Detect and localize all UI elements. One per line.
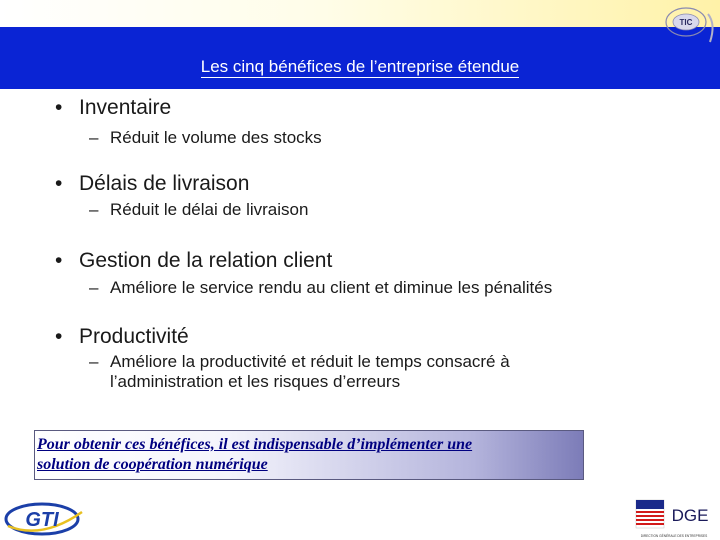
callout-line: solution de coopération numérique	[37, 456, 268, 473]
gti-logo	[2, 496, 88, 540]
sub-bullet-dash: –	[89, 278, 99, 297]
bullet-label: Productivité	[79, 325, 189, 348]
dge-logo	[634, 496, 716, 540]
bullet-label: Inventaire	[79, 96, 172, 119]
sub-bullet	[89, 200, 630, 220]
sub-bullet	[89, 278, 630, 298]
bullet-item	[55, 96, 171, 120]
bullet-label: Délais de livraison	[79, 172, 250, 195]
bullet-item	[55, 249, 332, 273]
dge-logo-text: DGE	[671, 506, 709, 525]
sub-bullet-dash: –	[89, 200, 99, 219]
bullet-item	[55, 325, 189, 349]
bullet-label: Gestion de la relation client	[79, 249, 333, 272]
bullet-dot: •	[55, 249, 63, 272]
slide-title: Les cinq bénéfices de l’entreprise étendue	[200, 57, 520, 76]
sub-bullet-dash: –	[89, 128, 99, 147]
sub-bullet	[89, 128, 630, 148]
dge-logo-caption: DIRECTION GÉNÉRALE DES ENTREPRISES	[640, 534, 708, 538]
tic-logo-text: TIC	[679, 18, 693, 27]
callout-box	[34, 430, 584, 480]
sub-bullet-text: l’administration et les risques d’erreurs	[110, 372, 401, 391]
sub-bullet-text: Réduit le volume des stocks	[110, 128, 322, 147]
bullet-dot: •	[55, 96, 63, 119]
sub-bullet-text: Améliore la productivité et réduit le temps consacré à	[110, 352, 510, 371]
callout-text	[37, 435, 577, 475]
sub-bullet-text: Améliore le service rendu au client et diminue les pénalités	[110, 278, 553, 297]
bullet-item	[55, 172, 249, 196]
sub-bullet	[89, 352, 630, 392]
sub-bullet-dash: –	[89, 352, 99, 371]
bullet-dot: •	[55, 325, 63, 348]
bullet-dot: •	[55, 172, 63, 195]
gti-logo-text: GTI	[25, 509, 59, 531]
sub-bullet-text: Réduit le délai de livraison	[110, 200, 309, 219]
callout-line: Pour obtenir ces bénéfices, il est indispensable d’implémenter une	[37, 436, 473, 453]
